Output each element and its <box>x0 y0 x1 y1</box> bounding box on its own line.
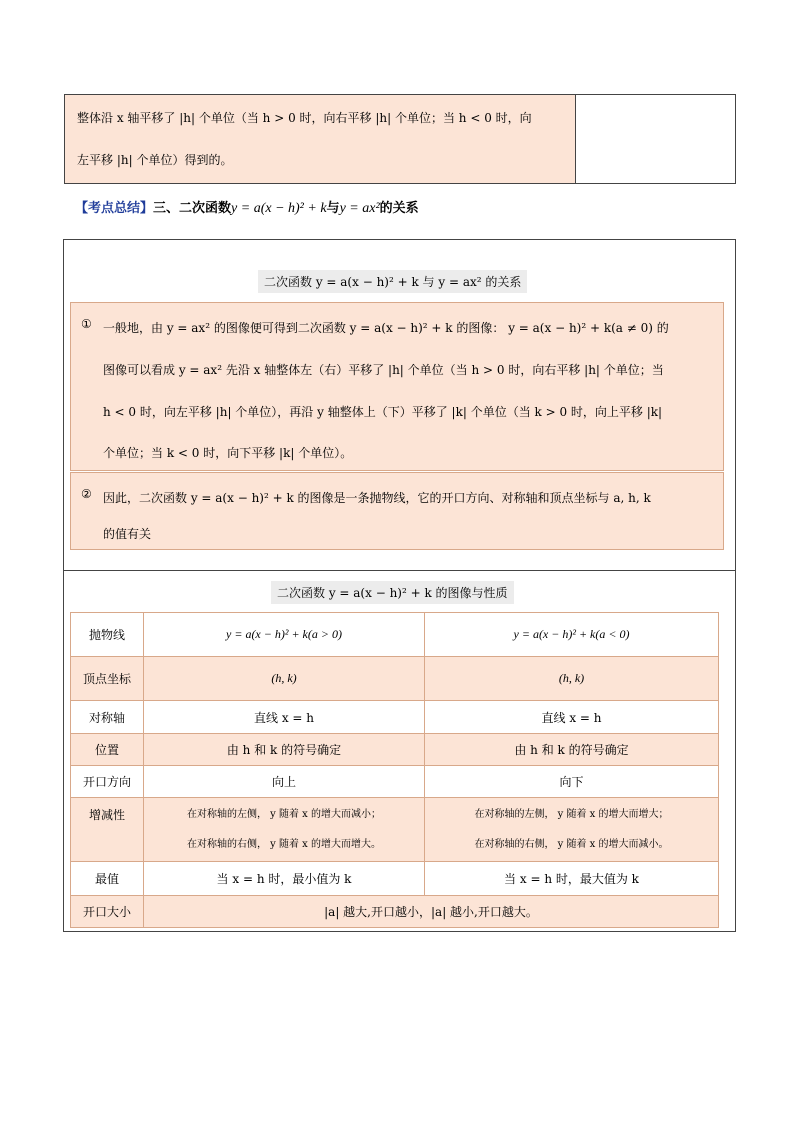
continuation-empty-cell <box>576 95 736 183</box>
cell-pos-vertex: (h, k) <box>144 657 425 701</box>
item-1-line-2: 图像可以看成 y = ax² 先沿 x 轴整体左（右）平移了 |h| 个单位（当 h > 0 时，向右平移 |h| 个单位；当 <box>103 363 664 377</box>
relation-item-1 <box>70 302 724 471</box>
cell-pos-axis: 直线 x = h <box>144 701 425 734</box>
continuation-cell <box>64 95 576 183</box>
table-row <box>71 657 719 701</box>
relation-title: 二次函数 y = a(x − h)² + k 与 y = ax² 的关系 <box>258 270 527 293</box>
row-label-axis: 对称轴 <box>71 701 144 734</box>
row-label-opening: 开口方向 <box>71 766 144 798</box>
continuation-table <box>64 94 736 184</box>
table-row <box>71 896 719 928</box>
cell-neg-vertex: (h, k) <box>425 657 719 701</box>
frame-divider <box>63 570 736 571</box>
cell-pos-monotonic-line-2: 在对称轴的右侧， y 随着 x 的增大而增大。 <box>186 838 381 850</box>
properties-title: 二次函数 y = a(x − h)² + k 的图像与性质 <box>271 581 514 604</box>
row-label-extreme: 最值 <box>71 862 144 896</box>
section-heading <box>75 197 419 217</box>
item-1-marker: ① <box>81 317 92 331</box>
properties-table <box>70 612 719 928</box>
row-label-monotonic: 增减性 <box>71 798 144 862</box>
row-label-vertex: 顶点坐标 <box>71 657 144 701</box>
cell-pos-parabola: y = a(x − h)² + k(a > 0) <box>144 613 425 657</box>
cell-pos-monotonic <box>144 798 425 862</box>
item-1-line-3: h < 0 时，向左平移 |h| 个单位），再沿 y 轴整体上（下）平移了 |k| 个单位（当 k > 0 时，向上平移 |k| <box>103 405 663 419</box>
cell-pos-extreme: 当 x = h 时，最小值为 k <box>144 862 425 896</box>
item-2-line-1: 因此，二次函数 y = a(x − h)² + k 的图像是一条抛物线，它的开口方向、对称轴和顶点坐标与 a, h, k <box>103 491 651 505</box>
heading-tail: 的关系 <box>379 201 419 216</box>
row-label-width: 开口大小 <box>71 896 144 928</box>
table-row <box>71 734 719 766</box>
table-row <box>71 701 719 734</box>
item-2-line-2: 的值有关 <box>103 527 152 541</box>
cell-neg-position: 由 h 和 k 的符号确定 <box>425 734 719 766</box>
heading-formula-2: y = ax² <box>339 201 380 216</box>
cell-neg-monotonic-line-2: 在对称轴的右侧， y 随着 x 的增大而减小。 <box>474 838 669 850</box>
cell-neg-monotonic-line-1: 在对称轴的左侧， y 随着 x 的增大而增大； <box>474 808 669 820</box>
row-label-parabola: 抛物线 <box>71 613 144 657</box>
item-1-line-1: 一般地，由 y = ax² 的图像便可得到二次函数 y = a(x − h)² + k 的图像： y = a(x − h)² + k(a ≠ 0) 的 <box>103 321 669 335</box>
relation-item-2 <box>70 472 724 550</box>
cell-pos-position: 由 h 和 k 的符号确定 <box>144 734 425 766</box>
continuation-line-2: 左平移 |h| 个单位）得到的。 <box>77 153 233 167</box>
heading-formula-1: y = a(x − h)² + k <box>231 201 327 216</box>
cell-pos-opening: 向上 <box>144 766 425 798</box>
table-row <box>71 862 719 896</box>
table-row <box>71 766 719 798</box>
cell-width-merged: |a| 越大,开口越小，|a| 越小,开口越大。 <box>144 896 719 928</box>
continuation-line-1: 整体沿 x 轴平移了 |h| 个单位（当 h > 0 时，向右平移 |h| 个单位；当 h < 0 时，向 <box>77 111 532 125</box>
cell-neg-monotonic <box>425 798 719 862</box>
heading-text: 三、二次函数 <box>153 201 232 216</box>
heading-tag: 【考点总结】 <box>75 201 154 216</box>
cell-pos-monotonic-line-1: 在对称轴的左侧， y 随着 x 的增大而减小； <box>186 808 381 820</box>
cell-neg-extreme: 当 x = h 时，最大值为 k <box>425 862 719 896</box>
cell-neg-parabola: y = a(x − h)² + k(a < 0) <box>425 613 719 657</box>
table-row <box>71 613 719 657</box>
cell-neg-axis: 直线 x = h <box>425 701 719 734</box>
table-row <box>71 798 719 862</box>
heading-middle: 与 <box>326 201 340 216</box>
item-1-line-4: 个单位；当 k < 0 时，向下平移 |k| 个单位）。 <box>103 446 353 460</box>
cell-neg-opening: 向下 <box>425 766 719 798</box>
item-2-marker: ② <box>81 487 92 501</box>
row-label-position: 位置 <box>71 734 144 766</box>
